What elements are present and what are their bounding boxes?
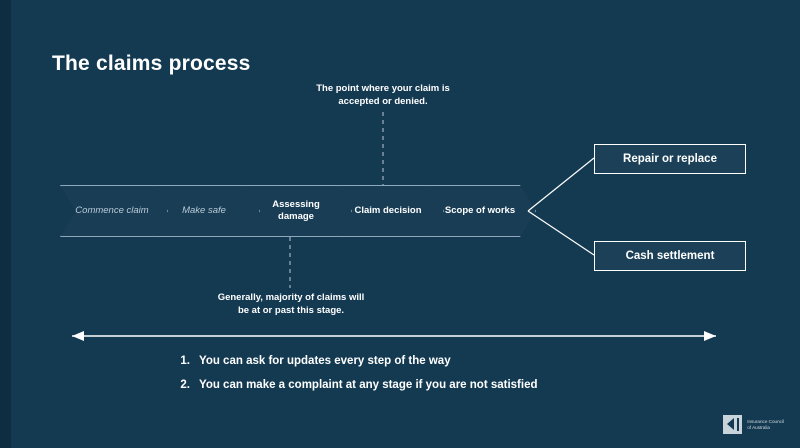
logo-text — [747, 419, 784, 431]
note-number: 2. — [180, 379, 190, 391]
note-text: You can make a complaint at any stage if you are not satisfied — [199, 379, 538, 391]
process-step-label: Make safe — [182, 205, 226, 216]
process-step-label: Claim decision — [354, 205, 422, 216]
note-text: You can ask for updates every step of the way — [199, 355, 451, 367]
left-accent-bar — [0, 0, 11, 448]
notes-list — [168, 355, 538, 403]
outcome-box-cash-settlement[interactable] — [594, 241, 746, 271]
insurance-council-logo — [723, 415, 784, 434]
callout-claim-decision: The point where your claim is accepted or denied. — [316, 83, 450, 107]
logo-text-line2: of Australia — [747, 424, 770, 430]
note-number: 1. — [180, 355, 190, 367]
process-step-label: Scope of works — [444, 205, 516, 216]
outcome-label: Cash settlement — [625, 250, 715, 262]
process-step-label: Commence claim — [75, 205, 149, 216]
outcome-box-repair-or-replace[interactable] — [594, 144, 746, 174]
outcome-label: Repair or replace — [623, 153, 717, 165]
process-step-scope-of-works[interactable] — [428, 185, 536, 237]
note-item — [168, 379, 538, 391]
process-step-label: Assessing damage — [272, 199, 320, 222]
page-title: The claims process — [52, 52, 251, 75]
note-item — [168, 355, 538, 367]
callout-assessing-damage: Generally, majority of claims will be at or past this stage. — [217, 292, 365, 316]
logo-text-line1: Insurance Council — [747, 418, 784, 424]
logo-mark-icon — [723, 415, 742, 434]
